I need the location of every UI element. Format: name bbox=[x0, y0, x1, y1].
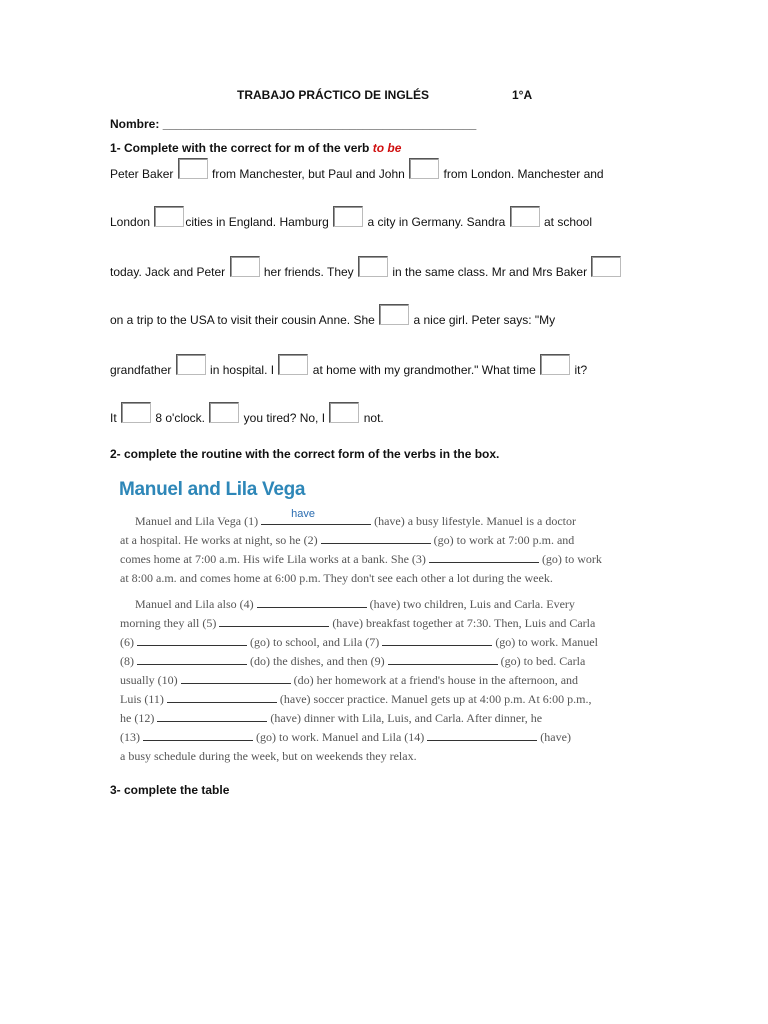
answer-blank[interactable] bbox=[427, 729, 537, 741]
story-text-segment: (go) to work at 7:00 p.m. and bbox=[430, 533, 575, 547]
exercise-text: grandfather bbox=[110, 363, 175, 377]
name-label: Nombre: bbox=[110, 117, 160, 131]
answer-box[interactable] bbox=[540, 354, 570, 375]
story-line bbox=[120, 550, 602, 569]
story-text-segment: (have) breakfast together at 7:30. Then, Luis and Carla bbox=[329, 616, 596, 630]
story-text-segment: he (12) bbox=[120, 711, 158, 725]
story-line bbox=[120, 614, 602, 633]
exercise-text: at home with my grandmother." What time bbox=[309, 363, 540, 377]
exercise-line bbox=[110, 356, 587, 386]
exercise-line bbox=[110, 160, 604, 190]
story-text-segment: (have) bbox=[537, 730, 571, 744]
exercise-text: at school bbox=[540, 215, 593, 229]
story-line bbox=[120, 531, 602, 550]
story-text-segment: morning they all (5) bbox=[120, 616, 220, 630]
story-line bbox=[120, 728, 602, 747]
answer-blank[interactable] bbox=[167, 691, 277, 703]
exercise-text: in hospital. I bbox=[206, 363, 278, 377]
answer-blank[interactable] bbox=[143, 729, 253, 741]
answer-box[interactable] bbox=[121, 402, 151, 423]
story-line bbox=[120, 709, 602, 728]
story-text-segment: Luis (11) bbox=[120, 692, 167, 706]
exercise-line bbox=[110, 404, 384, 434]
story-text-segment: (go) to work. Manuel and Lila (14) bbox=[253, 730, 428, 744]
exercise-text: 8 o'clock. bbox=[152, 411, 209, 425]
story-text-segment: (8) bbox=[120, 654, 137, 668]
answer-box[interactable] bbox=[329, 402, 359, 423]
answer-box[interactable] bbox=[209, 402, 239, 423]
exercise-text: in the same class. Mr and Mrs Baker bbox=[389, 265, 591, 279]
story-line bbox=[120, 569, 602, 588]
exercise-line bbox=[110, 208, 592, 238]
answer-box[interactable] bbox=[154, 206, 184, 227]
story-text-segment: a busy schedule during the week, but on weekends they relax. bbox=[120, 749, 417, 763]
answer-box[interactable] bbox=[379, 304, 409, 325]
story-text-segment: (do) her homework at a friend's house in the afternoon, and bbox=[290, 673, 579, 687]
exercise-text: a city in Germany. Sandra bbox=[364, 215, 509, 229]
story-text-segment: (go) to school, and Lila (7) bbox=[247, 635, 383, 649]
story-text-segment: (do) the dishes, and then (9) bbox=[247, 654, 388, 668]
story-line bbox=[120, 747, 602, 766]
exercise-text: cities in England. Hamburg bbox=[185, 215, 333, 229]
story-text-segment: (have) a busy lifestyle. Manuel is a doctor bbox=[371, 514, 577, 528]
name-row bbox=[110, 117, 476, 131]
exercise-line bbox=[110, 306, 555, 336]
story-text-segment: at 8:00 a.m. and comes home at 6:00 p.m. They don't see each other a lot during the week. bbox=[120, 571, 553, 585]
answer-blank[interactable] bbox=[137, 634, 247, 646]
exercise-text: not. bbox=[360, 411, 384, 425]
answer-box[interactable] bbox=[230, 256, 260, 277]
exercise-line bbox=[110, 258, 622, 288]
story-text-segment: (go) to bed. Carla bbox=[497, 654, 586, 668]
exercise-text: from Manchester, but Paul and John bbox=[208, 167, 409, 181]
story-text bbox=[120, 508, 602, 766]
answer-blank[interactable] bbox=[261, 508, 371, 525]
answer-blank[interactable] bbox=[137, 653, 247, 665]
story-text-segment: usually (10) bbox=[120, 673, 181, 687]
story-text-segment: (have) soccer practice. Manuel gets up at 4:00 p.m. At 6:00 p.m., bbox=[276, 692, 592, 706]
exercise-text: from London. Manchester and bbox=[440, 167, 604, 181]
name-field[interactable]: _______________________________________________ bbox=[162, 117, 477, 131]
exercise-text: on a trip to the USA to visit their cousin Anne. She bbox=[110, 313, 379, 327]
story-text-segment: at a hospital. He works at night, so he (2) bbox=[120, 533, 321, 547]
exercise-text: her friends. They bbox=[260, 265, 358, 279]
story-text-segment: Manuel and Lila Vega (1) bbox=[120, 514, 262, 528]
answer-box[interactable] bbox=[333, 206, 363, 227]
exercise-text: It bbox=[110, 411, 121, 425]
story-line bbox=[120, 671, 602, 690]
answer-blank[interactable] bbox=[157, 710, 267, 722]
example-answer: have bbox=[291, 508, 315, 520]
story-line bbox=[120, 595, 602, 614]
answer-blank[interactable] bbox=[429, 551, 539, 563]
answer-box[interactable] bbox=[358, 256, 388, 277]
section3-heading: 3- complete the table bbox=[110, 783, 230, 797]
answer-blank[interactable] bbox=[321, 532, 431, 544]
section2-heading: 2- complete the routine with the correct form of the verbs in the box. bbox=[110, 447, 500, 461]
story-text-segment: comes home at 7:00 a.m. His wife Lila works at a bank. She (3) bbox=[120, 552, 429, 566]
story-text-segment: (6) bbox=[120, 635, 137, 649]
answer-box[interactable] bbox=[176, 354, 206, 375]
answer-blank[interactable] bbox=[219, 615, 329, 627]
exercise-text: Peter Baker bbox=[110, 167, 177, 181]
story-text-segment: (go) to work bbox=[538, 552, 602, 566]
worksheet-title: TRABAJO PRÁCTICO DE INGLÉS bbox=[237, 88, 430, 102]
exercise-text: a nice girl. Peter says: "My bbox=[410, 313, 556, 327]
verb-to-be: to be bbox=[372, 141, 402, 155]
story-text-segment: (go) to work. Manuel bbox=[492, 635, 598, 649]
section1-heading-text: 1- Complete with the correct for m of the verb bbox=[110, 141, 373, 155]
section1-heading bbox=[110, 141, 401, 155]
answer-blank[interactable] bbox=[388, 653, 498, 665]
exercise-text: London bbox=[110, 215, 154, 229]
story-text-segment: (have) dinner with Lila, Luis, and Carla. After dinner, he bbox=[267, 711, 543, 725]
story-text-segment: (have) two children, Luis and Carla. Every bbox=[366, 597, 575, 611]
answer-blank[interactable] bbox=[382, 634, 492, 646]
story-line bbox=[120, 652, 602, 671]
answer-box[interactable] bbox=[278, 354, 308, 375]
answer-box[interactable] bbox=[178, 158, 208, 179]
story-text-segment: (13) bbox=[120, 730, 143, 744]
exercise-text: you tired? No, I bbox=[240, 411, 329, 425]
answer-blank[interactable] bbox=[181, 672, 291, 684]
answer-blank[interactable] bbox=[257, 596, 367, 608]
answer-box[interactable] bbox=[591, 256, 621, 277]
exercise-text: today. Jack and Peter bbox=[110, 265, 229, 279]
exercise-text: it? bbox=[571, 363, 588, 377]
grade-label: 1°A bbox=[512, 88, 533, 102]
story-line bbox=[120, 690, 602, 709]
answer-box[interactable] bbox=[409, 158, 439, 179]
story-text-segment: Manuel and Lila also (4) bbox=[120, 597, 257, 611]
story-title: Manuel and Lila Vega bbox=[119, 479, 306, 500]
story-line bbox=[120, 633, 602, 652]
story-line bbox=[120, 508, 602, 531]
answer-box[interactable] bbox=[510, 206, 540, 227]
